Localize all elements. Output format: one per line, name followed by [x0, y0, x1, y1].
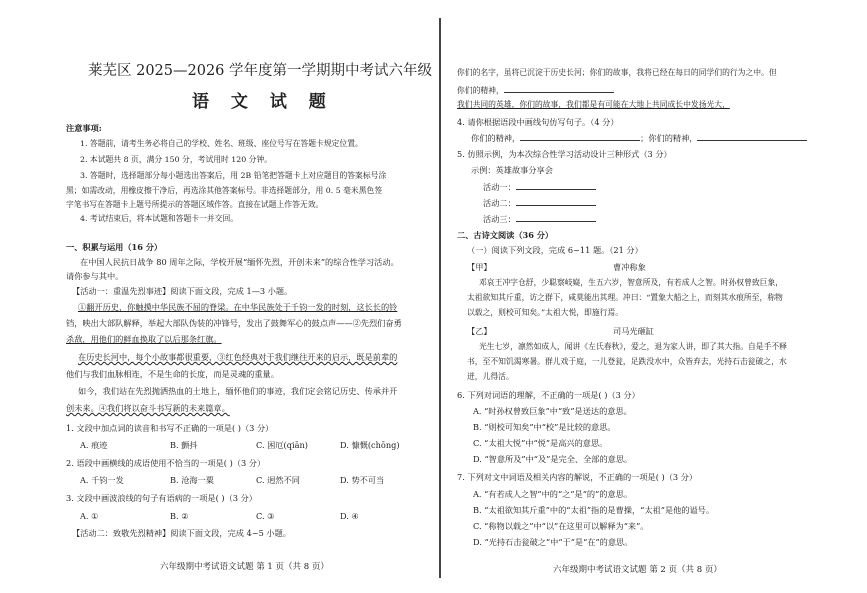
- activity-1-heading: 【活动一：重温先烈事迹】阅读下面文段，完成 1—3 小题。: [72, 286, 293, 296]
- yi-title: 司马光砸缸: [613, 326, 654, 336]
- passage-line-5: 他们与我们血脉相连，不是生命的长度，而是灵魂的重量。: [66, 369, 279, 379]
- q7-option-a[interactable]: A. “有若成人之智”中的“之”是“的”的意思。: [473, 489, 633, 499]
- q2-option-b[interactable]: B. 沧海一粟: [170, 475, 214, 485]
- intro-line-2: 请你参与其中。: [66, 271, 124, 281]
- q6-option-b[interactable]: B. “则校可知矣”中“校”是比较的意思。: [473, 422, 616, 432]
- q4-blank-2[interactable]: [697, 132, 807, 141]
- q6-option-d[interactable]: D. “智意所及”中“及”是完全、全部的意思。: [473, 454, 633, 464]
- question-4: 4. 请你根据语段中画线句仿写句子。（4 分）: [457, 117, 619, 127]
- q5-item-1: [483, 181, 596, 192]
- answer-blank[interactable]: [504, 84, 614, 93]
- page-divider: [439, 18, 441, 578]
- q5-item-3: [483, 213, 596, 224]
- page-1-footer: 六年级期中考试语文试题 第 1 页（共 8 页）: [160, 562, 329, 572]
- q6-option-c[interactable]: C. “太祖大悦”中“悦”是高兴的意思。: [473, 438, 608, 448]
- exam-title: 莱芜区 2025—2026 学年度第一学期期中考试六年级: [88, 63, 433, 79]
- q5-blank-2[interactable]: [516, 197, 596, 206]
- notice-3c: 字笔书写在答题卡上题号所提示的答题区域作答。直接在试题上作答无效。: [66, 200, 324, 209]
- question-1: 1. 文段中加点词的读音和书写不正确的一项是( )（3 分）: [66, 423, 274, 433]
- section-2-heading: 二、古诗文阅读（36 分）: [457, 230, 554, 240]
- notice-4: 4. 考试结束后，将本试题和答题卡一并交回。: [80, 214, 239, 223]
- question-7: 7. 下列对文中词语及相关内容的解说，不正确的一项是( )（3 分）: [457, 472, 698, 482]
- q5-blank-1[interactable]: [516, 181, 596, 190]
- q3-option-d[interactable]: D. ④: [340, 511, 359, 521]
- yi-line-1: 光生七岁，凛然如成人，闻讲《左氏春秋》，爱之，退为家人讲，即了其大指。自是手不释: [479, 342, 787, 351]
- q5-blank-3[interactable]: [516, 213, 596, 222]
- q3-option-c[interactable]: C. ③: [256, 511, 275, 521]
- question-2: 2. 语段中画横线的成语使用不恰当的一项是( )（3 分）: [66, 458, 266, 468]
- q1-option-b[interactable]: B. 颤抖: [170, 440, 198, 450]
- question-6: 6. 下列对词语的理解，不正确的一项是( )（3 分）: [457, 390, 640, 400]
- passage-line-6: 如今，我们站在先烈抛洒热血的土地上，缅怀他们的事迹，我们定会铭记历史、传承并开: [78, 386, 398, 396]
- q4-answer-line: [471, 132, 807, 143]
- q2-option-d[interactable]: D. 势不可当: [340, 475, 385, 485]
- q4-prefix: 你们的精神，: [471, 133, 521, 143]
- q3-option-b[interactable]: B. ②: [170, 511, 189, 521]
- q5-example: 示例：英雄故事分享会: [471, 165, 553, 175]
- page-2-footer: 六年级期中考试语文试题 第 2 页（共 8 页）: [553, 565, 722, 575]
- passage2-line-1: 你们的名字，虽将已沉淀于历史长河；你们的故事，我将已经在每日的同学们的行为之中。但: [457, 68, 777, 77]
- notice-2: 2. 本试题共 8 页，满分 150 分，考试用时 120 分钟。: [80, 155, 273, 164]
- jia-title: 曹冲称象: [613, 262, 646, 272]
- q1-option-c[interactable]: C. 困厄(qiān): [256, 440, 308, 450]
- section-2-sub-1: （一）阅读下列文段，完成 6~11 题。（21 分）: [467, 245, 643, 255]
- jia-line-3: 以载之，则校可知矣。”太祖大悦，即施行焉。: [467, 308, 624, 317]
- q7-option-b[interactable]: B. “太祖欲知其斤重”中的“太祖”指的是曹操，“太祖”是他的谥号。: [473, 505, 715, 515]
- q2-option-a[interactable]: A. 千钧一发: [80, 475, 124, 485]
- q1-option-a[interactable]: A. 痕迹: [80, 440, 108, 450]
- passage2-line-3: 我们共同的英雄，你们的故事，我们都是有可能在大地上共同成长中发扬光大，: [457, 100, 730, 109]
- jia-line-1: 邓哀王冲字仓舒，少聪察岐嶷，生五六岁，智意所及，有若成人之智。时孙权曾致巨象，: [479, 278, 784, 287]
- passage2-line-2-text: 你们的精神，: [457, 86, 504, 95]
- intro-line-1: 在中国人民抗日战争 80 周年之际，学校开展“缅怀先烈，开创未来”的综合性学习活动。: [80, 257, 399, 267]
- q5-item-3-label: 活动三：: [483, 214, 516, 224]
- subject-title: 语 文 试 题: [192, 92, 334, 112]
- section-1-heading: 一、积累与运用（16 分）: [66, 242, 163, 252]
- q1-option-d[interactable]: D. 慷慨(chōng): [340, 440, 400, 450]
- notice-heading: 注意事项:: [66, 123, 102, 133]
- notice-3b: 黑；如需改动，用橡皮擦干净后，再选涂其他答案标号。非选择题部分，用 0. 5 毫米黑色签: [66, 186, 383, 195]
- yi-line-2: 书，至不知饥渴寒暑。群儿戏于庭，一儿登瓮，足跌没水中，众皆弃去，光持石击瓮破之，水: [467, 357, 787, 366]
- q3-option-a[interactable]: A. ①: [80, 511, 99, 521]
- passage2-line-2: [457, 84, 614, 96]
- q2-option-c[interactable]: C. 迥然不同: [256, 475, 300, 485]
- q5-item-1-label: 活动一：: [483, 182, 516, 192]
- q4-blank-1[interactable]: [520, 132, 640, 141]
- jia-label: 【甲】: [467, 262, 492, 272]
- activity-2-heading: 【活动二：致敬先烈精神】阅读下面文段，完成 4~5 小题。: [72, 528, 291, 538]
- passage-line-4: 在历史长河中，每个小故事都很重要，③红色经典对于我们继往开来的启示，既是前辈的: [78, 352, 398, 362]
- passage-line-2: 铛，映出大部队解释，举起大部队伪装的冲锋号，发出了鼓舞军心的鼓点声——②先烈们奋勇: [66, 318, 402, 328]
- q7-option-c[interactable]: C. “称物以载之”中“以”在这里可以解释为“来”。: [473, 521, 649, 531]
- question-3: 3. 文段中画波浪线的句子有语病的一项是( )（3 分）: [66, 493, 257, 503]
- jia-line-2: 太祖欲知其斤重，访之群下，咸莫能出其理。冲曰：“置象大船之上，而刻其水痕所至，称物: [467, 293, 783, 302]
- notice-1: 1. 答题前，请考生务必将自己的学校、姓名、班级、座位号写在答题卡规定位置。: [80, 139, 363, 148]
- notice-3: 3. 答题时，选择题部分每小题选出答案后，用 2B 铅笔把答题卡上对应题目的答案标号涂: [80, 171, 387, 180]
- q5-item-2-label: 活动二：: [483, 198, 516, 208]
- yi-line-3: 迸，儿得活。: [467, 372, 514, 381]
- passage-line-7: 创未来。④我们将以奋斗书写新的未来篇章。: [66, 403, 230, 413]
- q6-option-a[interactable]: A. “时孙权曾致巨象”中“致”是送达的意思。: [473, 406, 632, 416]
- q4-middle: ；你们的精神，: [640, 133, 698, 143]
- question-5: 5. 仿照示例，为本次综合性学习活动设计三种形式（3 分）: [457, 149, 672, 159]
- exam-page-2: [443, 0, 867, 593]
- q7-option-d[interactable]: D. “光持石击瓮破之”中“于”是“在”的意思。: [473, 537, 633, 547]
- yi-label: 【乙】: [467, 326, 492, 336]
- passage-line-1: ①翻开历史，你触摸中华民族不屈的脊梁。在中华民族处于千钧一发的时刻，这长长的铃: [78, 302, 398, 312]
- passage-line-3: 杀敌，用他们的鲜血换取了以后那条红旗。: [66, 334, 222, 344]
- q5-item-2: [483, 197, 596, 208]
